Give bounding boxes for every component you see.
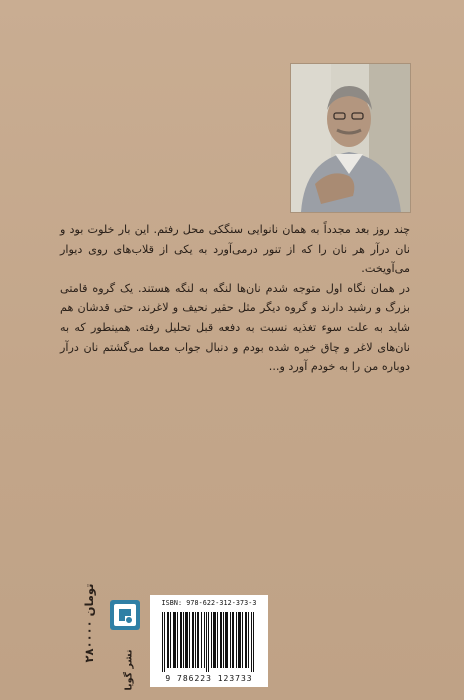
isbn-text: ISBN: 978-622-312-373-3 xyxy=(161,599,257,607)
publisher-text: نشر گویا xyxy=(123,649,135,691)
isbn-barcode xyxy=(150,595,268,687)
barcode-number: 9 786223 123733 xyxy=(165,674,253,683)
author-photo xyxy=(291,64,410,212)
price-label xyxy=(80,568,98,678)
blurb-paragraph-2: در همان نگاه اول متوجه شدم نان‌ها لنگه به لنگه هستند. یک گروه قامتی بزرگ و رشید دارند و گروه دیگر مثل حقیر نحیف و لاغرند، حتی قدشان هم شاید به علت سوء تغذیه نسبت به دفعه قبل تحلیل رفته. همینطور که به نان‌های لاغر و چاق خیره شده بودم و دنبال جواب معما می‌گشتم نان درآر دوباره من را به خودم آورد و... xyxy=(60,281,410,374)
publisher-logo-icon xyxy=(110,600,140,630)
barcode-bars xyxy=(162,612,256,672)
publisher-name xyxy=(121,648,137,692)
blurb-paragraph-1: چند روز بعد مجدداً به همان نانوایی سنگکی محل رفتم. این بار خلوت بود و نان درآر هر نان را که از تنور درمی‌آورد به یکی از قلاب‌های روی دیوار می‌آویخت. xyxy=(60,223,410,276)
price-text: ۲۸۰۰۰۰ تومان xyxy=(82,583,96,663)
back-cover-blurb xyxy=(60,220,410,377)
author-portrait-icon xyxy=(291,64,410,212)
